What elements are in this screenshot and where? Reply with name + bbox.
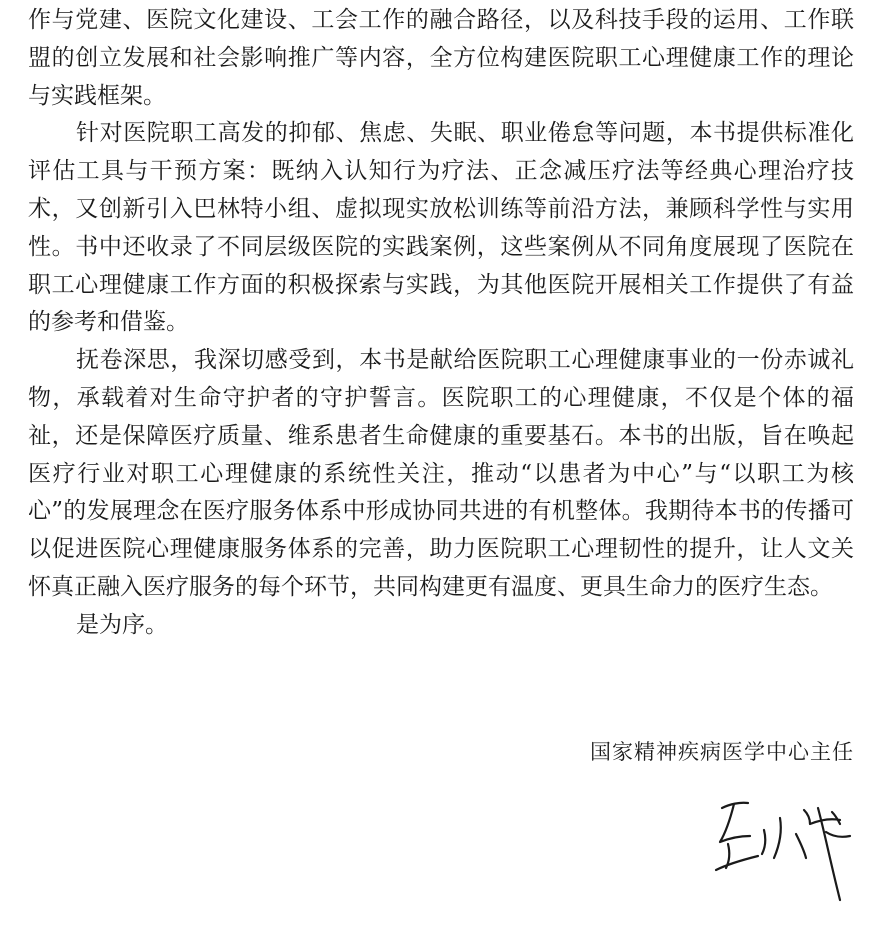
body-paragraph-1: 作与党建、医院文化建设、工会工作的融合路径，以及科技手段的运用、工作联盟的创立发展和社会影响推广等内容，全方位构建医院职工心理健康工作的理论与实践框架。: [28, 7, 854, 109]
signer-title: 国家精神疾病医学中心主任: [590, 740, 854, 764]
closing-line: 是为序。: [76, 611, 168, 638]
body-paragraph-3: 抚卷深思，我深切感受到，本书是献给医院职工心理健康事业的一份赤诚礼物，承载着对生命守护者的守护誓言。医院职工的心理健康，不仅是个体的福祉，还是保障医疗质量、维系患者生命健康的重要基石。本书的出版，旨在唤起医疗行业对职工心理健康的系统性关注，推动“以患者为中心”与“以职工为核心”的发展理念在医疗服务体系中形成协同共进的有机整体。我期待本书的传播可以促进医院心理健康服务体系的完善，助力医院职工心理韧性的提升，让人文关怀真正融入医疗服务的每个环节，共同构建更有温度、更具生命力的医疗生态。: [28, 347, 854, 600]
body-paragraph-2: 针对医院职工高发的抑郁、焦虑、失眠、职业倦怠等问题，本书提供标准化评估工具与干预方案：既纳入认知行为疗法、正念减压疗法等经典心理治疗技术，又创新引入巴林特小组、虚拟现实放松训练等前沿方法，兼顾科学性与实用性。书中还收录了不同层级医院的实践案例，这些案例从不同角度展现了医院在职工心理健康工作方面的积极探索与实践，为其他医院开展相关工作提供了有益的参考和借鉴。: [28, 120, 854, 336]
handwritten-signature: [700, 790, 868, 920]
document-page: [28, 2, 854, 645]
